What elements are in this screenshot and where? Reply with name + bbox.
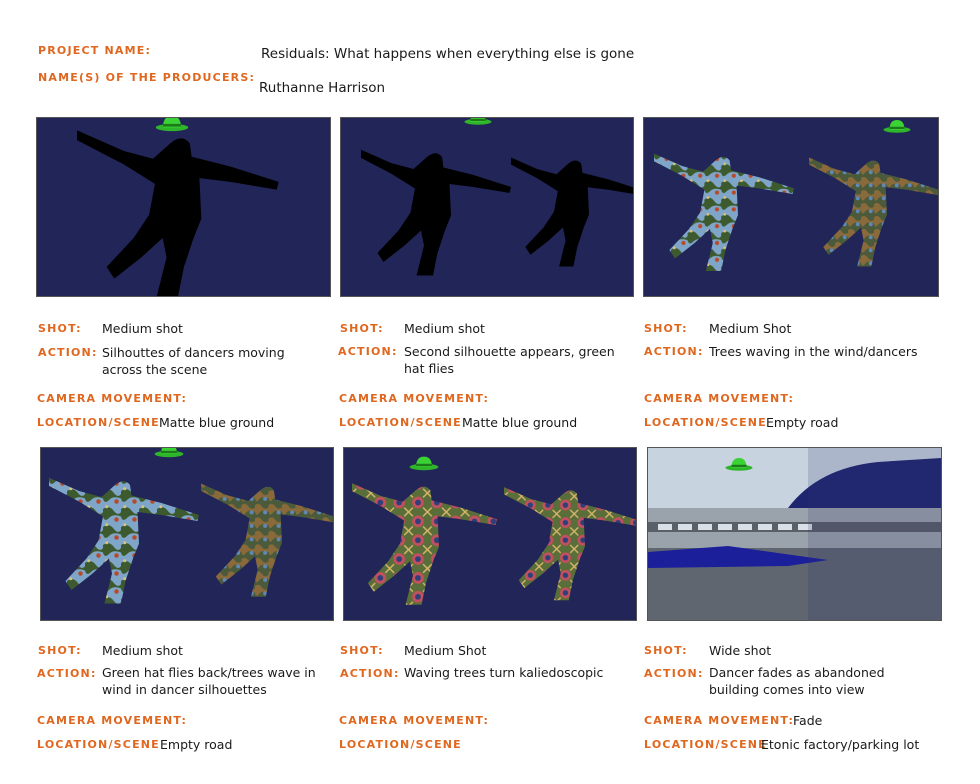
action-value-1: Silhouttes of dancers moving across the scene bbox=[102, 345, 285, 377]
location-label-2: LOCATION/SCENE bbox=[339, 416, 462, 429]
shot-label-6: SHOT: bbox=[644, 644, 688, 657]
shot-value-4: Medium shot bbox=[102, 643, 183, 658]
camera-label-2: CAMERA MOVEMENT: bbox=[339, 392, 490, 405]
shot-label-3: SHOT: bbox=[644, 322, 688, 335]
location-label-5: LOCATION/SCENE bbox=[339, 738, 462, 751]
action-value-3: Trees waving in the wind/dancers bbox=[709, 344, 918, 359]
camera-label-5: CAMERA MOVEMENT: bbox=[339, 714, 490, 727]
action-label-6: ACTION: bbox=[644, 667, 704, 680]
camera-label-4: CAMERA MOVEMENT: bbox=[37, 714, 188, 727]
action-label-5: ACTION: bbox=[340, 667, 400, 680]
location-label-6: LOCATION/SCENE bbox=[644, 738, 767, 751]
shot-value-1: Medium shot bbox=[102, 321, 183, 336]
camera-label-1: CAMERA MOVEMENT: bbox=[37, 392, 188, 405]
location-value-1: Matte blue ground bbox=[159, 415, 275, 430]
action-label-1: ACTION: bbox=[38, 346, 98, 359]
storyboard-frame-4 bbox=[40, 447, 334, 621]
action-value-6: Dancer fades as abandoned building comes into view bbox=[709, 665, 885, 697]
action-value-5: Waving trees turn kaliedoscopic bbox=[404, 665, 604, 680]
shot-value-5: Medium Shot bbox=[404, 643, 487, 658]
location-value-2: Matte blue ground bbox=[462, 415, 578, 430]
location-value-6: Etonic factory/parking lot bbox=[761, 737, 920, 752]
storyboard-frame-6 bbox=[647, 447, 942, 621]
location-label-3: LOCATION/SCENE bbox=[644, 416, 767, 429]
storyboard-frame-2 bbox=[340, 117, 634, 297]
shot-label-2: SHOT: bbox=[340, 322, 384, 335]
action-value-4: Green hat flies back/trees wave in wind in dancer silhouettes bbox=[102, 665, 316, 697]
location-value-4: Empty road bbox=[160, 737, 233, 752]
producers-value: Ruthanne Harrison bbox=[259, 80, 386, 96]
shot-value-2: Medium shot bbox=[404, 321, 485, 336]
shot-value-6: Wide shot bbox=[709, 643, 772, 658]
project-name-value: Residuals: What happens when everything else is gone bbox=[261, 46, 635, 62]
action-label-4: ACTION: bbox=[37, 667, 97, 680]
location-label-4: LOCATION/SCENE bbox=[37, 738, 160, 751]
storyboard-frame-3 bbox=[643, 117, 939, 297]
camera-value-6: Fade bbox=[793, 713, 823, 728]
shot-label-1: SHOT: bbox=[38, 322, 82, 335]
shot-label-4: SHOT: bbox=[38, 644, 82, 657]
location-value-3: Empty road bbox=[766, 415, 839, 430]
camera-label-3: CAMERA MOVEMENT: bbox=[644, 392, 795, 405]
action-label-2: ACTION: bbox=[338, 345, 398, 358]
storyboard-frame-5 bbox=[343, 447, 637, 621]
storyboard-frame-1 bbox=[36, 117, 331, 297]
project-name-label: PROJECT NAME: bbox=[38, 44, 152, 57]
shot-label-5: SHOT: bbox=[340, 644, 384, 657]
camera-label-6: CAMERA MOVEMENT: bbox=[644, 714, 795, 727]
action-value-2: Second silhouette appears, green hat flies bbox=[404, 344, 615, 376]
producers-label: NAME(S) OF THE PRODUCERS: bbox=[38, 71, 256, 84]
action-label-3: ACTION: bbox=[644, 345, 704, 358]
shot-value-3: Medium Shot bbox=[709, 321, 792, 336]
location-label-1: LOCATION/SCENE bbox=[37, 416, 160, 429]
